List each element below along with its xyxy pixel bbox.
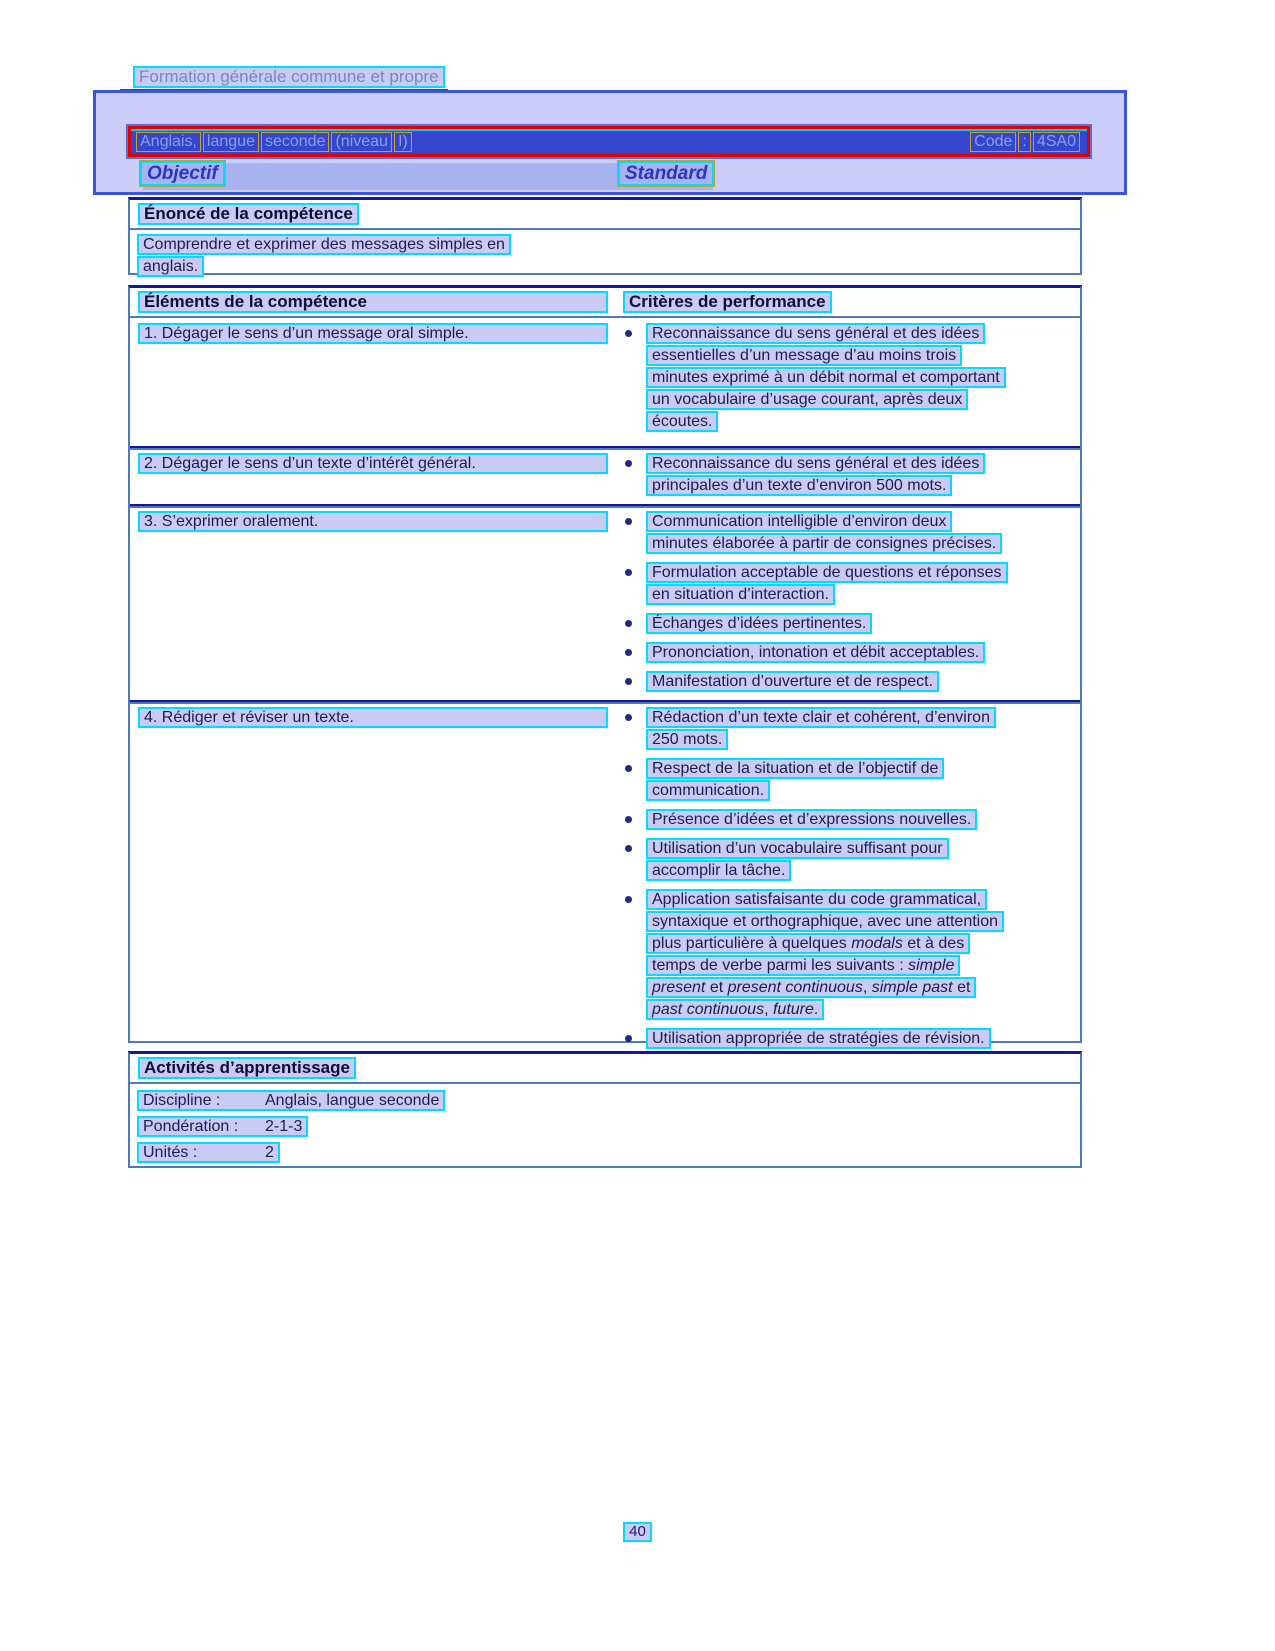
criteria-line [646, 389, 968, 410]
competence-table [128, 285, 1082, 1047]
enonce-body [130, 230, 1080, 277]
text-segment: Rédaction d’un texte clair et cohérent, d’environ [652, 709, 990, 726]
criteres-header-cell [620, 291, 1080, 313]
criteria-lines [646, 889, 1004, 1021]
text-segment: et à des [902, 935, 965, 952]
criteria-line [646, 860, 791, 881]
bullet-icon [625, 1035, 632, 1042]
activity-label: Discipline : [143, 1092, 221, 1109]
enonce-header-row [130, 200, 1080, 230]
element-text: 1. Dégager le sens d’un message oral simple. [138, 323, 608, 344]
text-segment: Reconnaissance du sens général et des idées [652, 325, 980, 342]
criteria-line [646, 642, 985, 663]
standard-label: Standard [618, 161, 714, 186]
text-segment: Respect de la situation et de l’objectif de [652, 760, 939, 777]
activity-row [137, 1116, 1080, 1137]
course-title-word: langue [203, 132, 259, 152]
criteria-line [646, 411, 718, 432]
bullet-icon [625, 714, 632, 721]
text-segment: Prononciation, intonation et débit acceptables. [652, 644, 980, 661]
text-segment: Formulation acceptable de questions et réponses [652, 564, 1002, 581]
criteria-lines [646, 809, 977, 831]
code-value: 4SA0 [1033, 132, 1080, 152]
table-row [130, 446, 1080, 504]
criteria-item [612, 671, 1080, 693]
element-text: 3. S’exprimer oralement. [138, 511, 608, 532]
criteria-cell [612, 318, 1080, 446]
criteria-line [646, 911, 1004, 932]
criteria-line [646, 475, 952, 496]
criteria-lines [646, 671, 939, 693]
text-segment: , [862, 979, 872, 996]
text-segment: communication. [652, 782, 765, 799]
criteria-line [646, 367, 1006, 388]
italic-term: future [772, 1001, 814, 1018]
table-row [130, 318, 1080, 446]
course-title-word: Anglais, [136, 132, 201, 152]
element-text: 4. Rédiger et réviser un texte. [138, 707, 608, 728]
course-title-word: I) [394, 132, 412, 152]
activites-body [130, 1084, 1080, 1163]
objectif-standard-strip [143, 163, 713, 190]
criteria-line [646, 729, 728, 750]
criteria-line [646, 613, 872, 634]
criteria-line [646, 671, 939, 692]
bullet-icon [625, 620, 632, 627]
italic-term: past continuous [652, 1001, 765, 1018]
criteria-line [646, 999, 824, 1020]
criteria-line [646, 1028, 991, 1049]
italic-term: present [652, 979, 706, 996]
text-segment: principales d’un texte d’environ 500 mots. [652, 477, 947, 494]
criteria-cell [612, 506, 1080, 700]
bullet-icon [625, 460, 632, 467]
text-segment: Utilisation d’un vocabulaire suffisant pour [652, 840, 943, 857]
criteria-line [646, 345, 962, 366]
criteria-line [646, 955, 960, 976]
criteria-item [612, 809, 1080, 831]
text-segment: 250 mots. [652, 731, 723, 748]
text-segment: temps de verbe parmi les suivants : [652, 957, 909, 974]
elements-header-cell [138, 291, 620, 313]
code-label: Code [970, 132, 1016, 152]
text-segment: un vocabulaire d’usage courant, après deux [652, 391, 963, 408]
text-segment: syntaxique et orthographique, avec une attention [652, 913, 999, 930]
criteria-line [646, 780, 770, 801]
bullet-icon [625, 845, 632, 852]
criteria-line [646, 453, 985, 474]
italic-term: present continuous [727, 979, 863, 996]
criteria-item [612, 889, 1080, 1021]
criteria-line [646, 584, 835, 605]
criteria-item [612, 707, 1080, 751]
criteria-cell [612, 448, 1080, 504]
activity-value: Anglais, langue seconde [265, 1092, 440, 1109]
text-segment: plus particulière à quelques [652, 935, 852, 952]
criteria-item [612, 838, 1080, 882]
course-title [136, 132, 414, 152]
element-cell [130, 318, 612, 446]
activity-row [137, 1090, 1080, 1111]
course-title-word: seconde [261, 132, 330, 152]
page-number: 40 [623, 1522, 652, 1542]
enonce-line: Comprendre et exprimer des messages simples en [137, 234, 511, 255]
top-header [120, 66, 448, 91]
text-segment: Utilisation appropriée de stratégies de révision. [652, 1030, 985, 1047]
text-segment: et [952, 979, 971, 996]
criteria-item [612, 642, 1080, 664]
italic-term: simple past [871, 979, 953, 996]
criteria-item [612, 562, 1080, 606]
criteria-line [646, 758, 944, 779]
text-segment: . [813, 1001, 819, 1018]
criteria-lines [646, 613, 872, 635]
activity-text [137, 1090, 445, 1111]
bullet-icon [625, 518, 632, 525]
criteria-line [646, 511, 952, 532]
elements-header: Éléments de la compétence [138, 291, 608, 313]
criteria-line [646, 889, 987, 910]
text-segment: , [764, 1001, 773, 1018]
bullet-icon [625, 569, 632, 576]
table-row [130, 504, 1080, 700]
criteria-lines [646, 511, 1002, 555]
criteria-item [612, 613, 1080, 635]
criteria-lines [646, 453, 985, 497]
element-text: 2. Dégager le sens d’un texte d’intérêt général. [138, 453, 608, 474]
criteria-lines [646, 642, 985, 664]
competence-rows [130, 318, 1080, 1057]
text-segment: minutes exprimé à un débit normal et comportant [652, 369, 1000, 386]
table-row [130, 700, 1080, 1057]
criteria-item [612, 453, 1080, 497]
criteria-line [646, 707, 996, 728]
text-segment: écoutes. [652, 413, 713, 430]
criteria-line [646, 562, 1008, 583]
text-segment: en situation d’interaction. [652, 586, 829, 603]
activites-header: Activités d’apprentissage [138, 1057, 356, 1079]
course-code [970, 132, 1082, 152]
criteria-line [646, 933, 970, 954]
criteria-lines [646, 562, 1008, 606]
activity-label: Pondération : [143, 1118, 239, 1135]
criteria-item [612, 1028, 1080, 1050]
activity-value: 2-1-3 [265, 1118, 303, 1135]
objectif-label: Objectif [140, 161, 225, 186]
enonce-table [128, 197, 1082, 275]
criteria-lines [646, 838, 949, 882]
course-title-word: (niveau [331, 132, 391, 152]
criteria-cell [612, 702, 1080, 1057]
criteria-lines [646, 758, 944, 802]
activites-header-row [130, 1054, 1080, 1084]
text-segment: et [705, 979, 728, 996]
course-banner [93, 90, 1127, 195]
enonce-header: Énoncé de la compétence [138, 203, 359, 225]
element-cell [130, 448, 612, 504]
criteria-line [646, 323, 985, 344]
text-segment: accomplir la tâche. [652, 862, 786, 879]
text-segment: Communication intelligible d’environ deux [652, 513, 947, 530]
italic-term: simple [908, 957, 955, 974]
code-separator: : [1018, 132, 1030, 152]
activity-text [137, 1142, 280, 1163]
bullet-icon [625, 330, 632, 337]
criteria-line [646, 838, 949, 859]
criteria-lines [646, 323, 1006, 433]
criteria-line [646, 977, 976, 998]
italic-term: modals [851, 935, 903, 952]
criteria-lines [646, 1028, 991, 1050]
competence-header-row [130, 288, 1080, 318]
page-number-container [0, 1522, 1275, 1542]
bullet-icon [625, 816, 632, 823]
bullet-icon [625, 649, 632, 656]
activity-row [137, 1142, 1080, 1163]
criteria-lines [646, 707, 996, 751]
bullet-icon [625, 678, 632, 685]
text-segment: Échanges d’idées pertinentes. [652, 615, 867, 632]
criteria-item [612, 511, 1080, 555]
element-cell [130, 702, 612, 1057]
text-segment: Application satisfaisante du code grammatical, [652, 891, 982, 908]
text-segment: minutes élaborée à partir de consignes précises. [652, 535, 997, 552]
text-segment: essentielles d’un message d’au moins trois [652, 347, 957, 364]
criteria-item [612, 758, 1080, 802]
text-segment: Reconnaissance du sens général et des idées [652, 455, 980, 472]
text-segment: Présence d’idées et d’expressions nouvelles. [652, 811, 972, 828]
criteria-item [612, 323, 1080, 433]
activites-table [128, 1051, 1082, 1168]
activity-text [137, 1116, 308, 1137]
activity-label: Unités : [143, 1144, 198, 1161]
activity-value: 2 [265, 1144, 274, 1161]
bullet-icon [625, 765, 632, 772]
text-segment: Manifestation d’ouverture et de respect. [652, 673, 934, 690]
enonce-line: anglais. [137, 256, 204, 277]
criteria-line [646, 533, 1002, 554]
criteria-line [646, 809, 977, 830]
top-header-text: Formation générale commune et propre [133, 66, 445, 88]
bullet-icon [625, 896, 632, 903]
course-title-bar [128, 126, 1090, 157]
element-cell [130, 506, 612, 700]
criteres-header: Critères de performance [623, 291, 832, 313]
